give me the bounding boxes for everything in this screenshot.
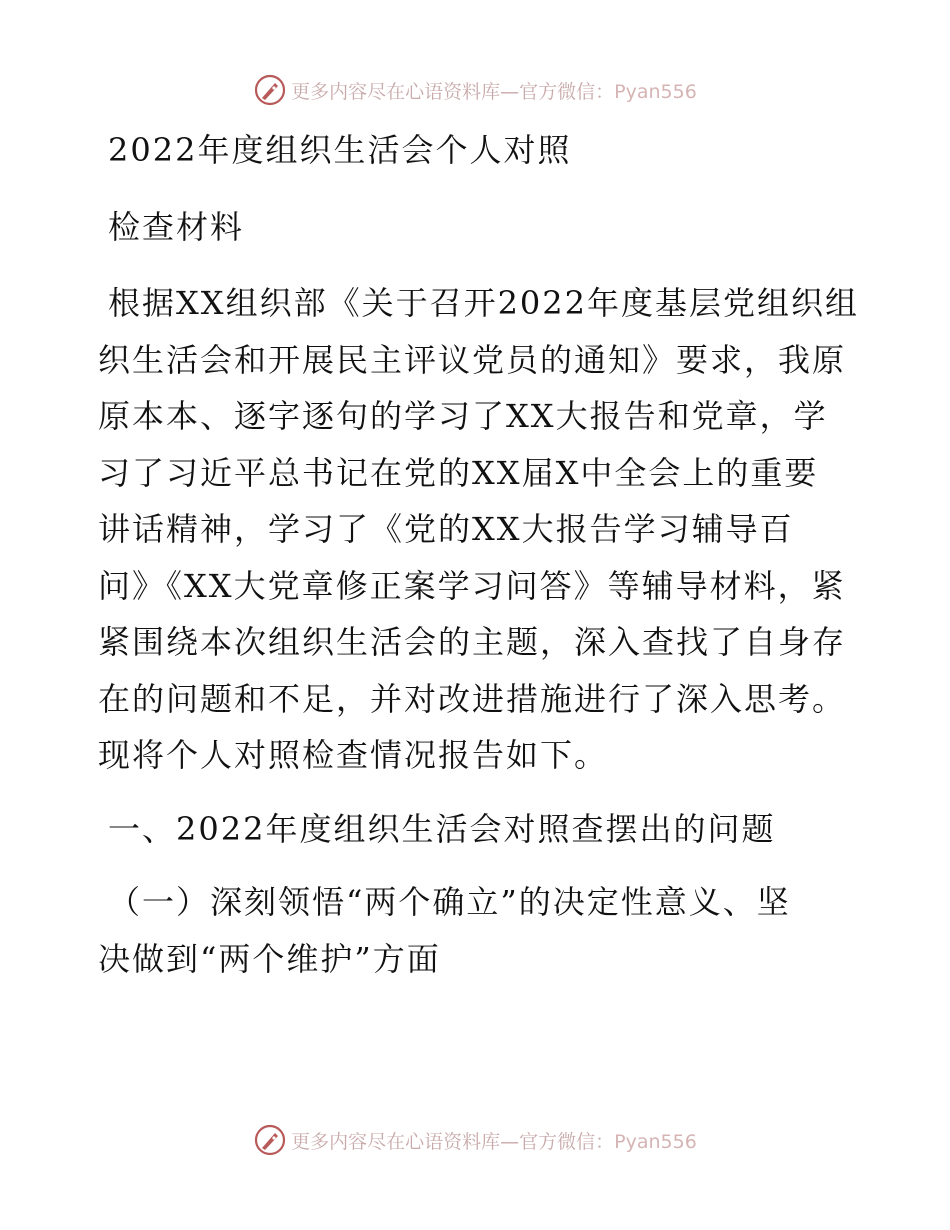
- pen-nib-circle-icon: [253, 1123, 287, 1157]
- watermark-text: 更多内容尽在心语资料库—官方微信：Pyan556: [291, 80, 697, 103]
- watermark-handle: Pyan556: [614, 1130, 697, 1153]
- paragraph-line: 讲话精神，学习了《党的XX大报告学习辅导百: [98, 510, 794, 548]
- document-body: [98, 122, 858, 987]
- paragraph-line: 习了习近平总书记在党的XX届X中全会上的重要: [98, 453, 819, 492]
- section-heading: 一、2022年度组织生活会对照查摆出的问题: [108, 809, 776, 848]
- watermark-header: [0, 70, 950, 110]
- paragraph-line: 原本本、逐字逐句的学习了XX大报告和党章，学: [98, 397, 828, 435]
- paragraph-line: 在的问题和不足，并对改进措施进行了深入思考。: [98, 679, 847, 718]
- doc-title-line-2: 检查材料: [108, 207, 245, 246]
- paragraph-line: 紧围绕本次组织生活会的主题，深入查找了自身存: [98, 623, 847, 661]
- doc-title-line-1: 2022年度组织生活会个人对照: [108, 131, 572, 169]
- subsection-line: 决做到“两个维护”方面: [98, 939, 441, 978]
- pen-nib-circle-icon: [253, 73, 287, 107]
- paragraph-line: 问》《XX大党章修正案学习问答》等辅导材料，紧: [98, 566, 846, 605]
- watermark-handle: Pyan556: [614, 80, 697, 103]
- subsection-line: （一）深刻领悟“两个确立”的决定性意义、坚: [108, 883, 791, 921]
- paragraph-line: 根据XX组织部《关于召开2022年度基层党组织组: [108, 284, 860, 322]
- watermark-footer: [0, 1120, 950, 1160]
- paragraph-line: 织生活会和开展民主评议党员的通知》要求，我原: [98, 340, 847, 379]
- intro-paragraph: [98, 275, 858, 784]
- watermark-text: 更多内容尽在心语资料库—官方微信：Pyan556: [291, 1130, 697, 1153]
- subsection-heading: [98, 874, 858, 987]
- paragraph-line: 现将个人对照检查情况报告如下。: [98, 736, 609, 774]
